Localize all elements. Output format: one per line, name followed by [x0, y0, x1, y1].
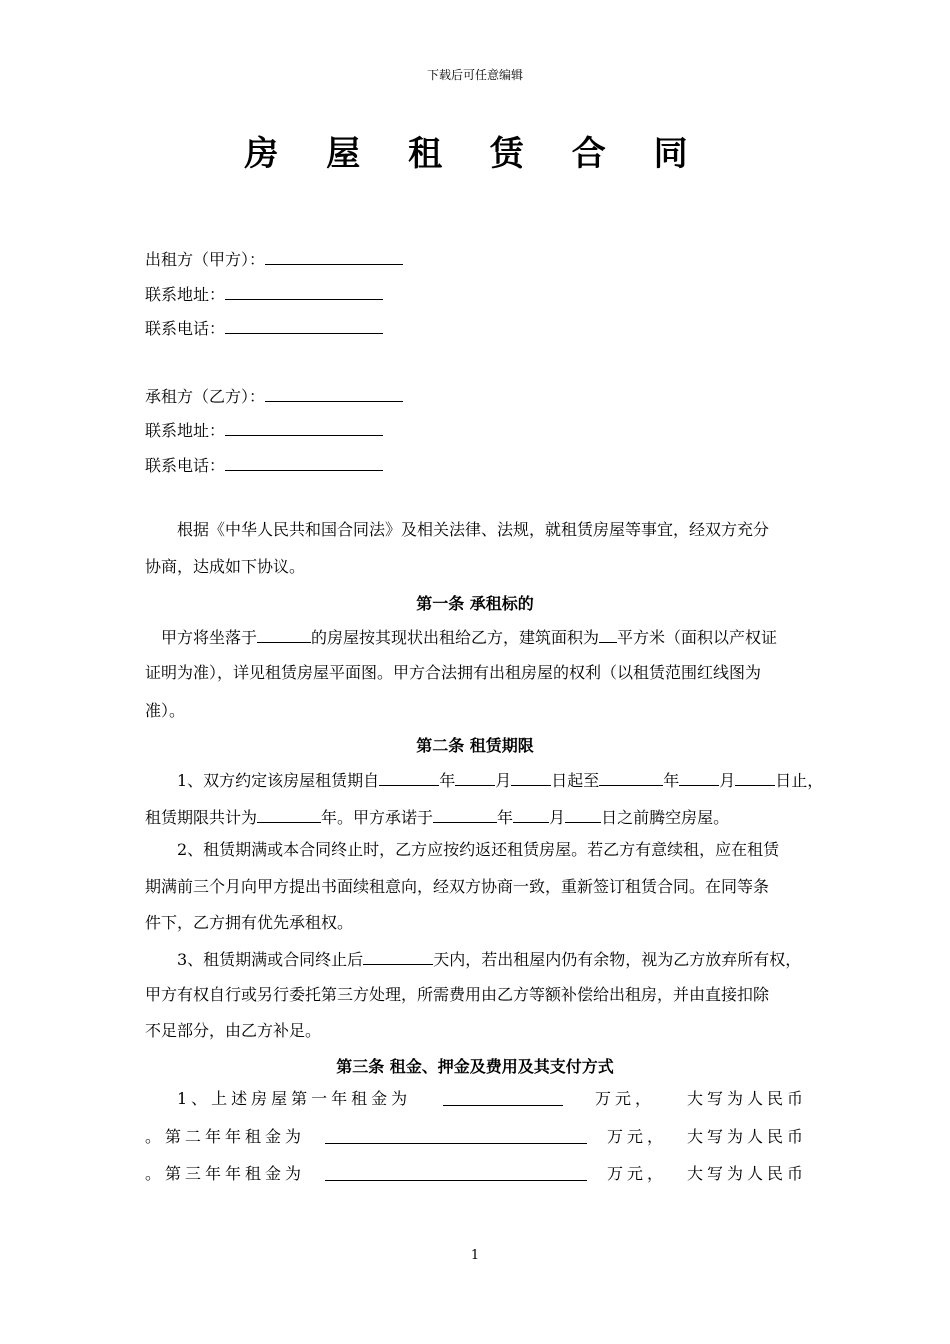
- caps-label: 大写为人民币: [686, 1089, 807, 1108]
- article-2-item-3-line-3: 不足部分，由乙方补足。: [145, 1021, 322, 1040]
- lessee-party-line: [145, 383, 403, 407]
- article-2-item-2-line-1: 2、租赁期满或本合同终止时，乙方应按约返还租赁房屋。若乙方有意续租，应在租赁: [177, 840, 780, 859]
- lessee-address-line: [145, 417, 383, 441]
- article-1-text-c: 平方米（面积以产权证: [617, 628, 778, 647]
- rent-year-3-line: [145, 1162, 807, 1186]
- article-2-item-1-line-2: [145, 804, 807, 830]
- term-total-label: 租赁期限共计为: [145, 808, 258, 827]
- rent-year-2-blank: [325, 1125, 587, 1144]
- end-day-blank: [735, 767, 775, 786]
- lessee-party-label: 承租方（乙方）：: [145, 387, 266, 406]
- start-day-blank: [511, 767, 551, 786]
- vacate-year-blank: [433, 804, 497, 823]
- article-2-item-3-line-1: [177, 946, 817, 972]
- rent-year-2-label: 。第二年年租金为: [145, 1127, 306, 1146]
- month-label: 月: [549, 808, 566, 827]
- rent-year-3-row: [145, 1162, 807, 1186]
- vacate-label: 年。甲方承诺于: [321, 808, 434, 827]
- article-2-item-2-line-3: 件下，乙方拥有优先承租权。: [145, 913, 354, 932]
- vacate-day-blank: [565, 804, 601, 823]
- lessor-address-line: [145, 281, 383, 305]
- lessor-address-blank: [225, 281, 383, 300]
- rent-year-1-label: 1、上述房屋第一年租金为: [177, 1089, 412, 1108]
- lessor-phone-label: 联系电话：: [145, 319, 226, 338]
- end-month-blank: [679, 767, 719, 786]
- rent-year-2-row: [145, 1125, 807, 1149]
- start-month-blank: [455, 767, 495, 786]
- vacate-end-label: 日之前腾空房屋。: [601, 808, 730, 827]
- lessee-address-blank: [225, 417, 383, 436]
- area-blank: [599, 624, 617, 643]
- lessor-phone-line: [145, 315, 383, 339]
- article-2-item-2-line-2: 期满前三个月向甲方提出书面续租意向，经双方协商一致，重新签订租赁合同。在同等条: [145, 877, 770, 896]
- start-year-blank: [379, 767, 439, 786]
- page-title: 房 屋 租 赁 合 同: [244, 134, 706, 174]
- rent-year-1-line: [177, 1087, 807, 1111]
- header-note: 下载后可任意编辑: [426, 68, 523, 82]
- unit-label: 万元，: [606, 1127, 667, 1146]
- article-2-heading: 第二条 租赁期限: [416, 736, 534, 755]
- rent-year-3-blank: [325, 1162, 587, 1181]
- end-year-blank: [599, 767, 663, 786]
- unit-label: 万元，: [595, 1089, 656, 1108]
- year-label: 年: [439, 771, 456, 790]
- lessor-phone-blank: [225, 315, 383, 334]
- lessor-party-label: 出租方（甲方）：: [145, 250, 266, 269]
- caps-label: 大写为人民币: [686, 1164, 807, 1183]
- lessee-address-label: 联系地址：: [145, 421, 226, 440]
- article-1-line-2: 证明为准），详见租赁房屋平面图。甲方合法拥有出租房屋的权利（以租赁范围红线图为: [145, 663, 762, 682]
- article-1-line-1: [161, 624, 807, 650]
- leftover-days-blank: [363, 946, 433, 965]
- lessee-phone-label: 联系电话：: [145, 456, 226, 475]
- article-1-heading: 第一条 承租标的: [416, 594, 534, 613]
- term-years-blank: [257, 804, 321, 823]
- lessee-phone-blank: [225, 452, 383, 471]
- day-end-label: 日止，: [775, 771, 824, 790]
- preamble-line-2: 协商，达成如下协议。: [145, 557, 306, 576]
- rent-year-1-row: [177, 1087, 807, 1111]
- leftover-label: 3、租赁期满或合同终止后: [177, 950, 364, 969]
- day-from-label: 日起至: [551, 771, 600, 790]
- lessee-phone-line: [145, 452, 383, 476]
- preamble-line-1: 根据《中华人民共和国合同法》及相关法律、法规，就租赁房屋等事宜，经双方充分: [177, 520, 770, 539]
- lessor-party-line: [145, 246, 403, 270]
- lessor-name-blank: [265, 246, 403, 265]
- lessor-address-label: 联系地址：: [145, 285, 226, 304]
- rent-year-3-label: 。第三年年租金为: [145, 1164, 306, 1183]
- month-label: 月: [495, 771, 512, 790]
- article-2-item-1-line-1: [177, 767, 824, 793]
- rent-year-2-line: [145, 1125, 807, 1149]
- article-1-text-a: 甲方将坐落于: [161, 628, 258, 647]
- term-start-label: 1、双方约定该房屋租赁期自: [177, 771, 380, 790]
- article-3-heading: 第三条 租金、押金及费用及其支付方式: [336, 1057, 614, 1076]
- lessee-name-blank: [265, 383, 403, 402]
- unit-label: 万元，: [606, 1164, 667, 1183]
- page-number: 1: [470, 1248, 480, 1263]
- vacate-month-blank: [513, 804, 549, 823]
- location-blank: [257, 624, 311, 643]
- caps-label: 大写为人民币: [686, 1127, 807, 1146]
- article-1-text-b: 的房屋按其现状出租给乙方，建筑面积为: [311, 628, 600, 647]
- article-1-line-3: 准）。: [145, 701, 186, 720]
- year-label: 年: [497, 808, 514, 827]
- rent-year-1-blank: [443, 1087, 563, 1106]
- month-label: 月: [719, 771, 736, 790]
- article-2-item-3-line-2: 甲方有权自行或另行委托第三方处理，所需费用由乙方等额补偿给出租房，并由直接扣除: [145, 985, 770, 1004]
- leftover-text: 天内，若出租屋内仍有余物，视为乙方放弃所有权，: [433, 950, 802, 969]
- year-label: 年: [663, 771, 680, 790]
